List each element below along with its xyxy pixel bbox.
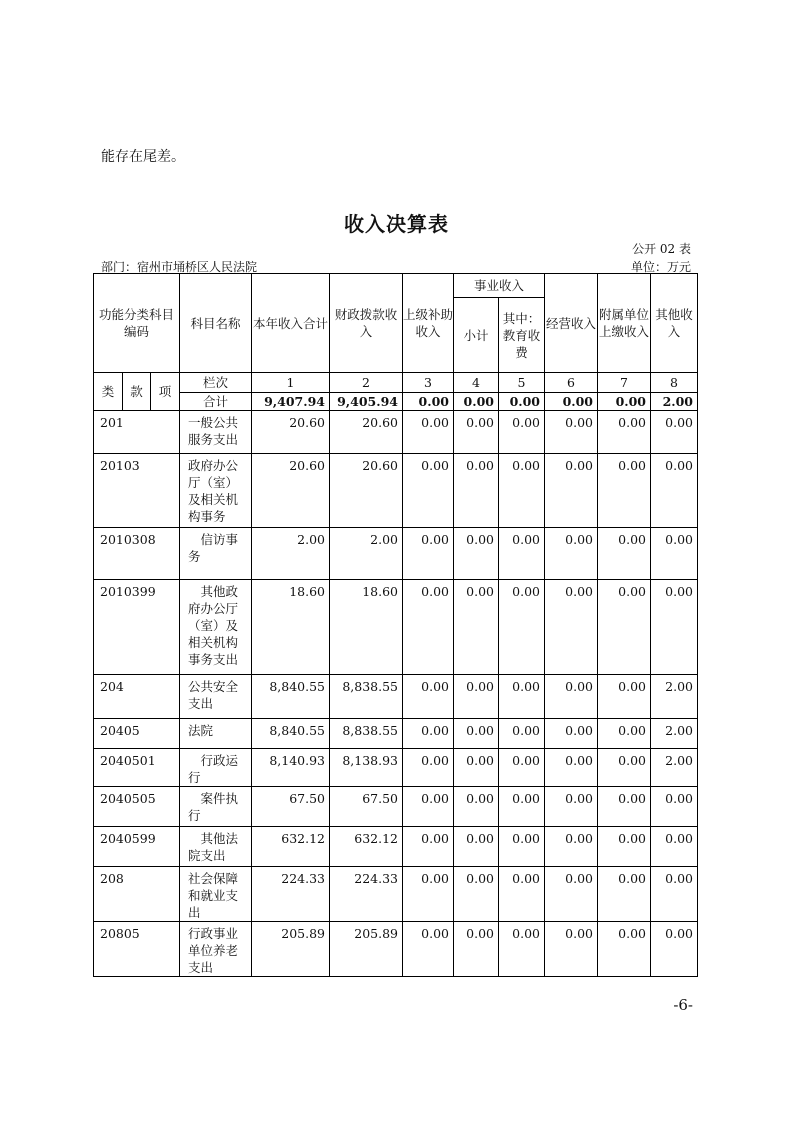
subject-code: 204 xyxy=(94,675,180,719)
col-number: 1 xyxy=(252,373,330,393)
amount-cell: 0.00 xyxy=(499,580,545,675)
col-number: 7 xyxy=(598,373,651,393)
amount-cell: 0.00 xyxy=(598,827,651,867)
subject-code: 208 xyxy=(94,867,180,922)
table-row xyxy=(94,922,698,977)
department-label: 部门：宿州市埇桥区人民法院 xyxy=(101,260,258,274)
amount-cell: 20.60 xyxy=(252,411,330,454)
amount-cell: 0.00 xyxy=(499,675,545,719)
table-row xyxy=(94,580,698,675)
table-row xyxy=(94,528,698,580)
amount-cell: 0.00 xyxy=(598,411,651,454)
amount-cell: 8,140.93 xyxy=(252,749,330,787)
amount-cell: 2.00 xyxy=(651,749,698,787)
header-other: 其他收入 xyxy=(651,274,698,373)
amount-cell: 0.00 xyxy=(403,787,454,827)
col-number: 2 xyxy=(330,373,403,393)
amount-cell: 20.60 xyxy=(330,454,403,528)
amount-cell: 0.00 xyxy=(499,528,545,580)
amount-cell: 0.00 xyxy=(545,749,598,787)
total-value: 0.00 xyxy=(454,393,499,411)
amount-cell: 0.00 xyxy=(454,749,499,787)
amount-cell: 0.00 xyxy=(598,787,651,827)
header-lei: 类 xyxy=(94,373,123,411)
amount-cell: 0.00 xyxy=(499,411,545,454)
amount-cell: 0.00 xyxy=(499,867,545,922)
amount-cell: 0.00 xyxy=(545,675,598,719)
subject-code: 2040501 xyxy=(94,749,180,787)
subject-code: 2040505 xyxy=(94,787,180,827)
col-number: 5 xyxy=(499,373,545,393)
amount-cell: 2.00 xyxy=(252,528,330,580)
amount-cell: 0.00 xyxy=(651,580,698,675)
amount-cell: 205.89 xyxy=(252,922,330,977)
amount-cell: 0.00 xyxy=(499,787,545,827)
table-code: 公开 02 表 xyxy=(632,242,691,256)
amount-cell: 0.00 xyxy=(651,827,698,867)
amount-cell: 67.50 xyxy=(330,787,403,827)
page-number: -6- xyxy=(673,996,693,1014)
subject-code: 2010308 xyxy=(94,528,180,580)
subject-name: 其他法院支出 xyxy=(180,827,252,867)
amount-cell: 0.00 xyxy=(499,454,545,528)
amount-cell: 0.00 xyxy=(598,580,651,675)
subject-name: 行政运行 xyxy=(180,749,252,787)
amount-cell: 0.00 xyxy=(454,528,499,580)
total-value: 9,405.94 xyxy=(330,393,403,411)
total-row xyxy=(94,393,698,411)
amount-cell: 0.00 xyxy=(651,922,698,977)
amount-cell: 224.33 xyxy=(330,867,403,922)
header-total-income: 本年收入合计 xyxy=(252,274,330,373)
total-value: 0.00 xyxy=(545,393,598,411)
amount-cell: 0.00 xyxy=(545,580,598,675)
header-business: 事业收入 xyxy=(454,274,545,298)
amount-cell: 67.50 xyxy=(252,787,330,827)
amount-cell: 0.00 xyxy=(403,454,454,528)
amount-cell: 0.00 xyxy=(545,827,598,867)
amount-cell: 0.00 xyxy=(454,827,499,867)
amount-cell: 0.00 xyxy=(454,580,499,675)
amount-cell: 0.00 xyxy=(651,528,698,580)
amount-cell: 18.60 xyxy=(252,580,330,675)
col-number: 3 xyxy=(403,373,454,393)
amount-cell: 0.00 xyxy=(545,411,598,454)
amount-cell: 0.00 xyxy=(545,719,598,749)
subject-code: 2010399 xyxy=(94,580,180,675)
amount-cell: 0.00 xyxy=(454,867,499,922)
subject-code: 20805 xyxy=(94,922,180,977)
total-value: 0.00 xyxy=(499,393,545,411)
header-func-code: 功能分类科目编码 xyxy=(94,274,180,373)
amount-cell: 0.00 xyxy=(651,867,698,922)
col-number: 4 xyxy=(454,373,499,393)
amount-cell: 0.00 xyxy=(545,867,598,922)
amount-cell: 0.00 xyxy=(403,675,454,719)
total-value: 0.00 xyxy=(403,393,454,411)
amount-cell: 224.33 xyxy=(252,867,330,922)
header-xiang: 项 xyxy=(151,373,180,411)
header-affiliated: 附属单位上缴收入 xyxy=(598,274,651,373)
amount-cell: 0.00 xyxy=(403,719,454,749)
amount-cell: 0.00 xyxy=(403,827,454,867)
amount-cell: 0.00 xyxy=(403,922,454,977)
subject-name: 政府办公厅（室）及相关机构事务 xyxy=(180,454,252,528)
header-column-no: 栏次 xyxy=(180,373,252,393)
amount-cell: 0.00 xyxy=(499,827,545,867)
amount-cell: 0.00 xyxy=(598,528,651,580)
amount-cell: 8,838.55 xyxy=(330,675,403,719)
header-operating: 经营收入 xyxy=(545,274,598,373)
amount-cell: 0.00 xyxy=(403,411,454,454)
header-education: 其中：教育收费 xyxy=(499,298,545,373)
table-row xyxy=(94,867,698,922)
amount-cell: 632.12 xyxy=(330,827,403,867)
amount-cell: 0.00 xyxy=(545,454,598,528)
amount-cell: 0.00 xyxy=(454,719,499,749)
amount-cell: 8,138.93 xyxy=(330,749,403,787)
amount-cell: 0.00 xyxy=(454,454,499,528)
amount-cell: 0.00 xyxy=(454,411,499,454)
amount-cell: 8,838.55 xyxy=(330,719,403,749)
subject-code: 201 xyxy=(94,411,180,454)
subject-name: 行政事业单位养老支出 xyxy=(180,922,252,977)
subject-name: 公共安全支出 xyxy=(180,675,252,719)
amount-cell: 0.00 xyxy=(598,454,651,528)
total-value: 9,407.94 xyxy=(252,393,330,411)
header-superior: 上级补助收入 xyxy=(403,274,454,373)
table-row xyxy=(94,827,698,867)
subject-name: 社会保障和就业支出 xyxy=(180,867,252,922)
amount-cell: 2.00 xyxy=(651,719,698,749)
subject-code: 20405 xyxy=(94,719,180,749)
amount-cell: 0.00 xyxy=(545,528,598,580)
header-fiscal: 财政拨款收入 xyxy=(330,274,403,373)
amount-cell: 0.00 xyxy=(499,922,545,977)
amount-cell: 8,840.55 xyxy=(252,675,330,719)
amount-cell: 0.00 xyxy=(454,787,499,827)
income-final-accounts-table xyxy=(93,273,698,977)
amount-cell: 0.00 xyxy=(454,675,499,719)
subject-name: 信访事务 xyxy=(180,528,252,580)
header-kuan: 款 xyxy=(123,373,151,411)
amount-cell: 0.00 xyxy=(403,867,454,922)
amount-cell: 0.00 xyxy=(499,719,545,749)
col-number: 8 xyxy=(651,373,698,393)
subject-name: 案件执行 xyxy=(180,787,252,827)
amount-cell: 0.00 xyxy=(598,719,651,749)
amount-cell: 0.00 xyxy=(598,922,651,977)
subject-name: 其他政府办公厅（室）及相关机构事务支出 xyxy=(180,580,252,675)
table-row xyxy=(94,787,698,827)
total-value: 2.00 xyxy=(651,393,698,411)
amount-cell: 0.00 xyxy=(651,787,698,827)
amount-cell: 20.60 xyxy=(252,454,330,528)
table-row xyxy=(94,454,698,528)
amount-cell: 0.00 xyxy=(499,749,545,787)
amount-cell: 2.00 xyxy=(651,675,698,719)
amount-cell: 2.00 xyxy=(330,528,403,580)
subject-name: 一般公共服务支出 xyxy=(180,411,252,454)
table-row xyxy=(94,719,698,749)
amount-cell: 0.00 xyxy=(651,411,698,454)
page-title: 收入决算表 xyxy=(344,212,449,236)
amount-cell: 8,840.55 xyxy=(252,719,330,749)
col-number: 6 xyxy=(545,373,598,393)
subject-name: 法院 xyxy=(180,719,252,749)
amount-cell: 0.00 xyxy=(403,580,454,675)
header-subject-name: 科目名称 xyxy=(180,274,252,373)
amount-cell: 0.00 xyxy=(545,922,598,977)
table-row xyxy=(94,675,698,719)
amount-cell: 18.60 xyxy=(330,580,403,675)
amount-cell: 0.00 xyxy=(454,922,499,977)
amount-cell: 0.00 xyxy=(598,675,651,719)
amount-cell: 0.00 xyxy=(598,867,651,922)
table-row xyxy=(94,749,698,787)
unit-label: 单位：万元 xyxy=(630,260,691,274)
amount-cell: 0.00 xyxy=(598,749,651,787)
total-value: 0.00 xyxy=(598,393,651,411)
table-row xyxy=(94,411,698,454)
amount-cell: 632.12 xyxy=(252,827,330,867)
intro-text: 能存在尾差。 xyxy=(101,149,185,165)
subject-code: 20103 xyxy=(94,454,180,528)
amount-cell: 0.00 xyxy=(403,749,454,787)
header-subtotal: 小计 xyxy=(454,298,499,373)
amount-cell: 205.89 xyxy=(330,922,403,977)
amount-cell: 20.60 xyxy=(330,411,403,454)
amount-cell: 0.00 xyxy=(403,528,454,580)
amount-cell: 0.00 xyxy=(651,454,698,528)
total-label: 合计 xyxy=(180,393,252,411)
amount-cell: 0.00 xyxy=(545,787,598,827)
subject-code: 2040599 xyxy=(94,827,180,867)
